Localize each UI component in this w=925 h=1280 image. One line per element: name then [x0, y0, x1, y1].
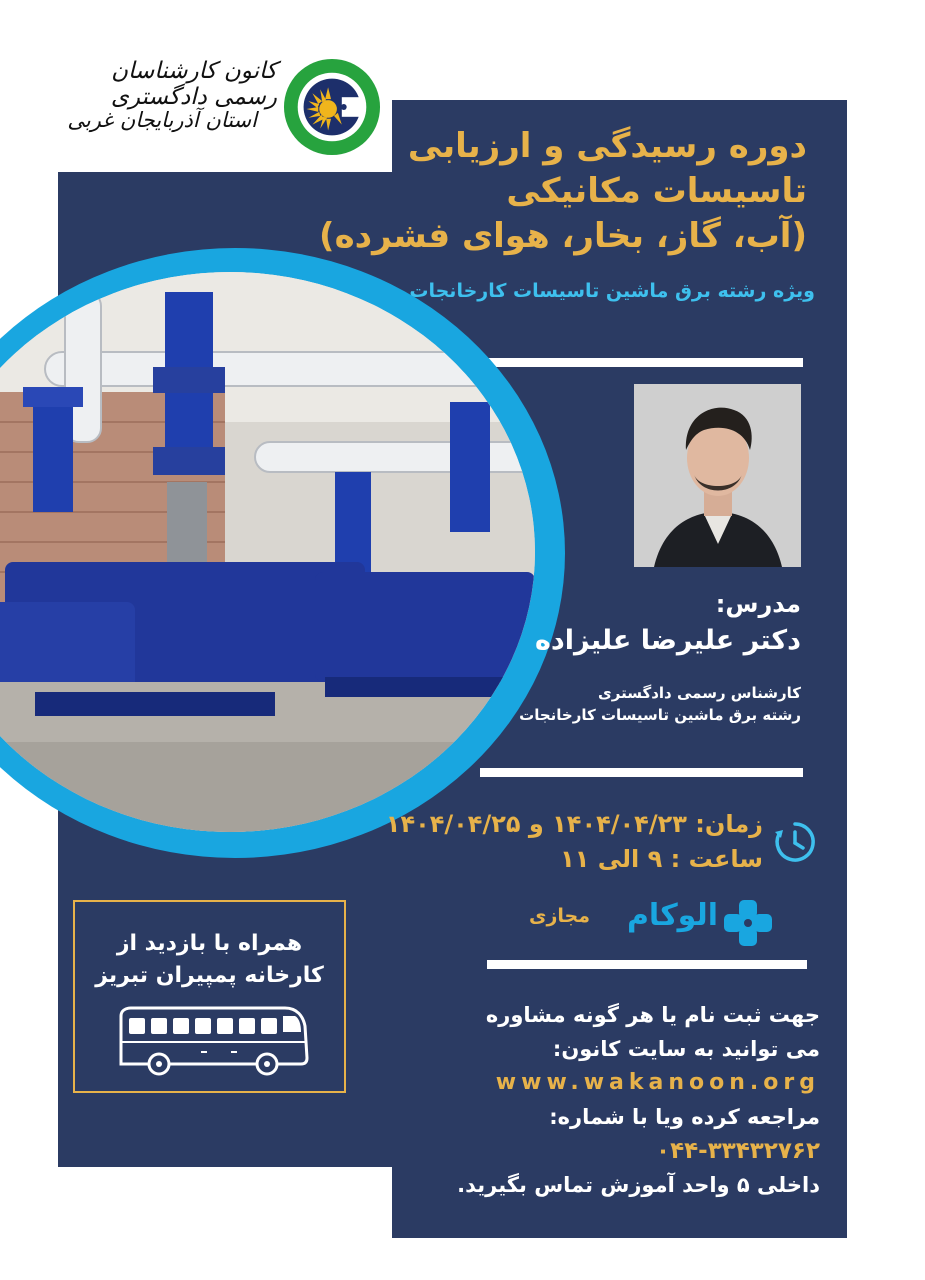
course-title-line2: تاسیسات مکانیکی [506, 171, 807, 211]
schedule-time: ساعت : ۹ الی ۱۱ [560, 845, 763, 873]
tour-line2: کارخانه پمپیران تبریز [95, 963, 324, 988]
phone-number[interactable]: ۰۴۴-۳۳۴۳۲۷۶۲ [656, 1138, 820, 1164]
clock-icon [773, 820, 817, 864]
teacher-desc-line2: رشته برق ماشین تاسیسات کارخانجات [519, 706, 801, 724]
factory-tour-box [73, 900, 346, 1093]
contact-line4: داخلی ۵ واحد آموزش تماس بگیرید. [457, 1173, 820, 1197]
organization-province: استان آذربایجان غربی [67, 108, 257, 132]
teacher-name: دکتر علیرضا علیزاده [534, 625, 801, 656]
platform-mode: مجازی [529, 905, 590, 927]
tour-line1: همراه با بازدید از [116, 931, 303, 956]
contact-section [340, 998, 820, 1202]
contact-line1: جهت ثبت نام یا هر گونه مشاوره [485, 1003, 820, 1027]
course-title-line3: (آب، گاز، بخار، هوای فشرده) [319, 216, 807, 256]
teacher-description [519, 682, 801, 726]
organization-name: کانون کارشناسان رسمی دادگستری [110, 58, 277, 110]
website-link[interactable]: www.wakanoon.org [495, 1070, 820, 1095]
contact-line3: مراجعه کرده ویا با شماره: [549, 1105, 820, 1129]
divider-top [480, 358, 803, 367]
teacher-portrait [634, 384, 801, 567]
teacher-desc-line1: کارشناس رسمی دادگستری [598, 684, 801, 702]
contact-line2: می توانید به سایت کانون: [552, 1037, 820, 1061]
divider-middle [480, 768, 803, 777]
bus-icon [115, 1006, 311, 1078]
course-title-line1: دوره رسیدگی و ارزیابی [407, 126, 807, 166]
divider-lower [487, 960, 807, 969]
tour-text [75, 928, 344, 992]
platform-name: الوکام [626, 898, 718, 933]
course-subtitle: ویژه رشته برق ماشین تاسیسات کارخانجات [409, 280, 815, 302]
course-title [287, 124, 807, 259]
schedule-date: زمان: ۱۴۰۴/۰۴/۲۳ و ۱۴۰۴/۰۴/۲۵ [385, 810, 763, 838]
teacher-label: مدرس: [715, 590, 801, 618]
alocom-logo-icon [722, 898, 774, 948]
